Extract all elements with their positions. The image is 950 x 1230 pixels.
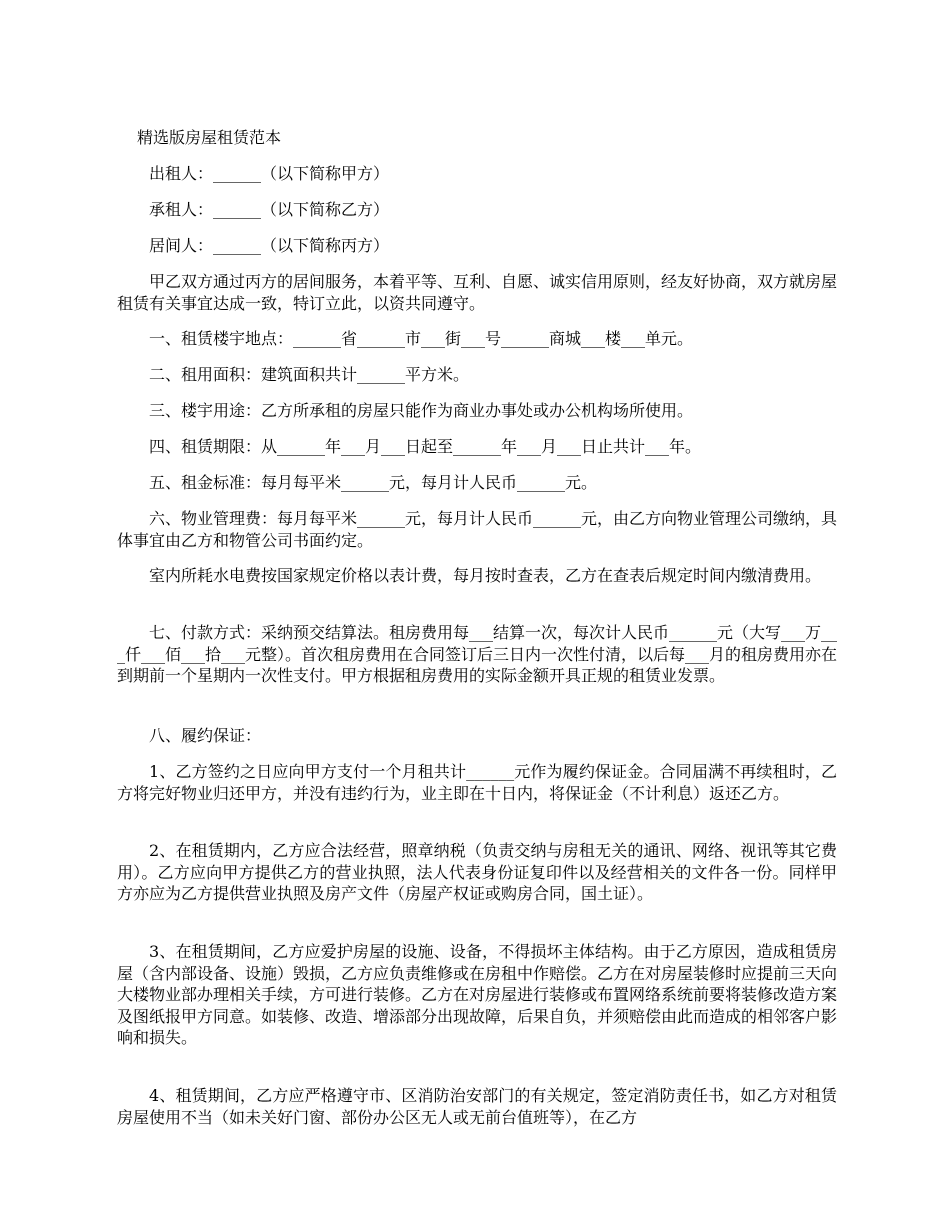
clause-guarantee-heading: 八、履约保证： — [149, 726, 262, 745]
clause-usage: 三、楼宇用途：乙方所承租的房屋只能作为商业办事处或办公机构场所使用。 — [149, 401, 694, 420]
clause-rent: 五、租金标准：每月每平米______元，每月计人民币______元。 — [149, 473, 598, 492]
document-title: 精选版房屋租赁范本 — [137, 128, 282, 147]
clause-guarantee-1: 1、乙方签约之日应向甲方支付一个月租共计______元作为履约保证金。合同届满不再续租时，乙方将完好物业归还甲方，并没有违约行为，业主即在十日内，将保证金（不计利息）返还乙方。 — [117, 762, 837, 803]
clause-area: 二、租用面积：建筑面积共计______平方米。 — [149, 365, 470, 384]
clause-preamble: 甲乙双方通过丙方的居间服务，本着平等、互利、自愿、诚实信用原则，经友好协商，双方就房屋租赁有关事宜达成一致，特订立此，以资共同遵守。 — [117, 272, 838, 313]
clause-term: 四、租赁期限：从______年___月___日起至______年___月___日止共计___年。 — [149, 437, 702, 456]
clause-guarantee-2: 2、在租赁期内，乙方应合法经营，照章纳税（负责交纳与房租无关的通讯、网络、视讯等其它费用）。乙方应向甲方提供乙方的营业执照，法人代表身份证复印件以及经营相关的文件各一份。同样甲方亦应为乙方提供营业执照及房产文件（房屋产权证或购房合同，国土证）。 — [117, 841, 837, 903]
clause-utilities: 室内所耗水电费按国家规定价格以表计费，每月按时查表，乙方在查表后规定时间内缴清费用。 — [149, 566, 822, 585]
clause-guarantee-3: 3、在租赁期间，乙方应爱护房屋的设施、设备，不得损坏主体结构。由于乙方原因，造成租赁房屋（含内部设备、设施）毁损，乙方应负责维修或在房租中作赔偿。乙方在对房屋装修时应提前三天向大楼物业部办理相关手续，方可进行装修。乙方在对房屋进行装修或布置网络系统前要将装修改造方案及图纸报甲方同意。如装修、改造、增添部分出现故障，后果自负，并须赔偿由此而造成的相邻客户影响和损失。 — [117, 942, 838, 1047]
clause-guarantee-4: 4、租赁期间，乙方应严格遵守市、区消防治安部门的有关规定，签定消防责任书，如乙方对租赁房屋使用不当（如未关好门窗、部份办公区无人或无前台值班等），在乙方 — [117, 1086, 837, 1127]
clause-payment: 七、付款方式：采纳预交结算法。租房费用每___结算一次，每次计人民币______元（大写___万___仟___佰___拾___元整）。首次租房费用在合同签订后三日内一次性付清，以后每___月的租房费用亦在到期前一个星期内一次性支付。甲方根据租房费用的实际金额开具正规的租赁业发票。 — [117, 623, 838, 685]
clause-lessor: 出租人：______（以下简称甲方） — [149, 164, 390, 183]
clause-management-fee: 六、物业管理费：每月每平米______元，每月计人民币______元，由乙方向物业管理公司缴纳，具体事宜由乙方和物管公司书面约定。 — [117, 509, 838, 550]
clause-location: 一、租赁楼宇地点：______省______市___街___号______商城___楼___单元。 — [149, 329, 694, 348]
clause-lessee: 承租人：______（以下简称乙方） — [149, 200, 390, 219]
clause-intermediary: 居间人：______（以下简称丙方） — [149, 236, 390, 255]
